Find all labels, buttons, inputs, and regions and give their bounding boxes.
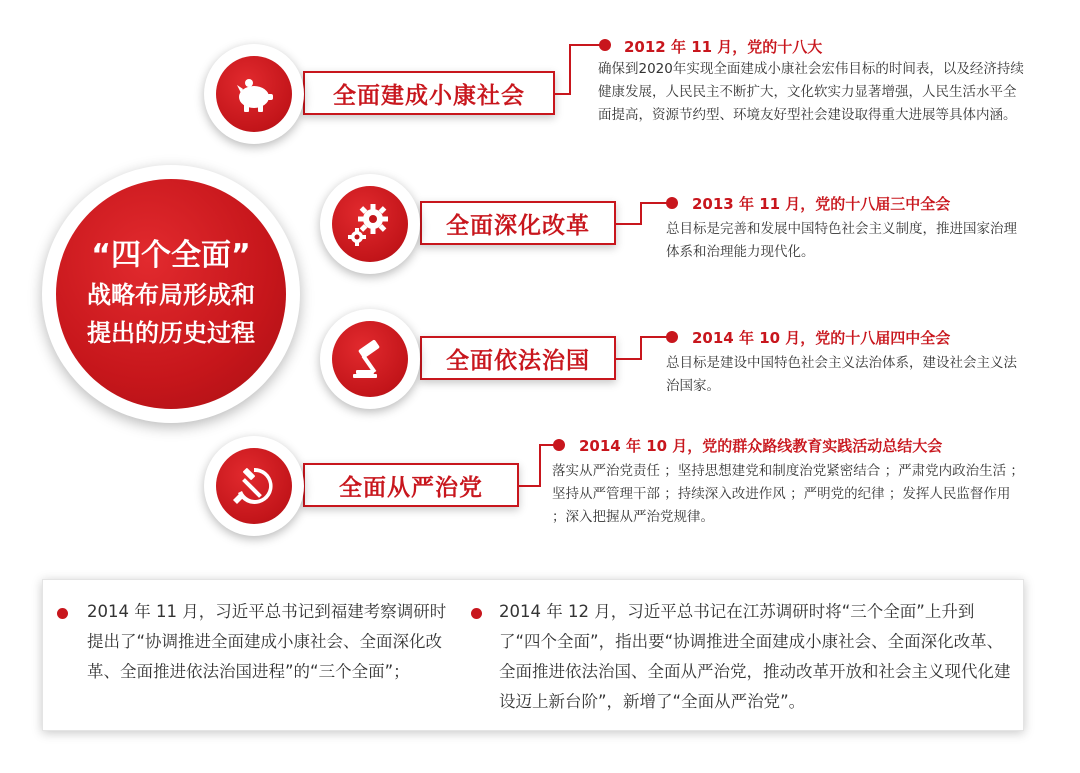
item-label-3: 全面依法治国 [420, 336, 616, 380]
center-title: “四个全面” [91, 238, 251, 273]
piggy-bank-icon [229, 69, 279, 119]
item-label-1: 全面建成小康社会 [303, 71, 555, 115]
center-subtitle-line1: 战略布局形成和 [87, 281, 255, 309]
item-icon-circle-2 [320, 174, 420, 274]
note-1: 2014 年 11 月，习近平总书记到福建考察调研时提出了“协调推进全面建成小康社会、全面深化改革、全面推进依法治国进程”的“三个全面”； [87, 602, 447, 681]
item-icon-circle-4 [204, 436, 304, 536]
center-circle-inner [56, 179, 286, 409]
gears-icon [345, 199, 395, 249]
item-icon-circle-1 [204, 44, 304, 144]
item-label-2: 全面深化改革 [420, 201, 616, 245]
item-label-4: 全面从严治党 [303, 463, 519, 507]
notes-box [42, 579, 1024, 731]
item-title-3: 2014 年 10 月，党的十八届四中全会 [692, 329, 951, 347]
gavel-icon [345, 334, 395, 384]
hammer-sickle-icon [229, 461, 279, 511]
note-2: 2014 年 12 月，习近平总书记在江苏调研时将“三个全面”上升到了“四个全面”，指出要“协调推进全面建成小康社会、全面深化改革、全面推进依法治国、全面从严治党，推动改革开放和社会主义现代化建设迈上新台阶”，新增了“全面从严治党”。 [499, 602, 1011, 711]
item-desc-3: 总目标是建设中国特色社会主义法治体系，建设社会主义法治国家。 [666, 355, 1017, 394]
item-title-4: 2014 年 10 月，党的群众路线教育实践活动总结大会 [579, 437, 943, 455]
item-desc-2: 总目标是完善和发展中国特色社会主义制度，推进国家治理体系和治理能力现代化。 [666, 221, 1017, 260]
item-title-2: 2013 年 11 月，党的十八届三中全会 [692, 195, 951, 213]
center-circle [42, 165, 300, 423]
item-desc-4: 落实从严治党责任 ；坚持思想建党和制度治党紧密结合 ；严肃党内政治生活 ；坚持从严管理干部 ；持续深入改进作风 ；严明党的纪律 ；发挥人民监督作用 ；深入把握从严治党规律。 [552, 463, 1024, 525]
item-title-1: 2012 年 11 月，党的十八大 [624, 38, 823, 56]
item-icon-circle-3 [320, 309, 420, 409]
center-subtitle-line2: 提出的历史过程 [87, 319, 255, 347]
item-desc-1: 确保到2020年实现全面建成小康社会宏伟目标的时间表，以及经济持续健康发展，人民民主不断扩大，文化软实力显著增强，人民生活水平全面提高，资源节约型、环境友好型社会建设取得重大进展等具体内涵。 [598, 61, 1024, 123]
